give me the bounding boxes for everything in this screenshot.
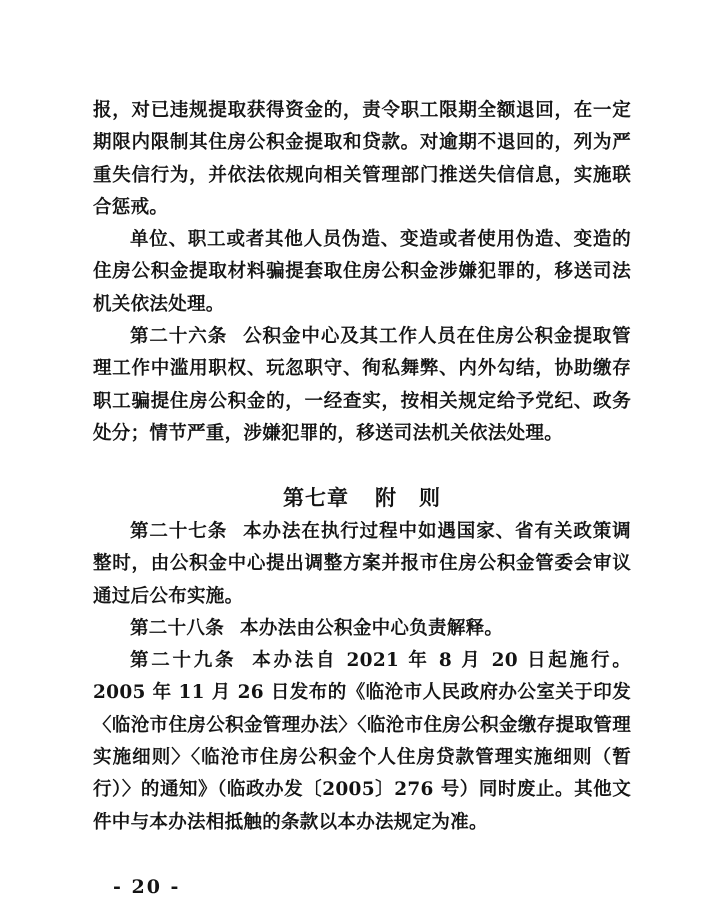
article-27-label: 第二十七条 [130,521,228,542]
page-number: - 20 - [113,876,181,898]
article-28-label: 第二十八条 [130,617,225,639]
article-27 [93,516,631,613]
article-28-text: 本办法由公积金中心负责解释。 [240,617,504,639]
article-29-text: 本办法自 2021 年 8 月 20 日起施行。2005 年 11 月 26 日发布的《临沧市人民政府办公室关于印发〈临沧市住房公积金管理办法〉〈临沧市住房公积金缴存提取管理实施细则〉〈临沧市住房公积金个人住房贷款管理实施细则（暂行）〉的通知》（临政办发〔2005〕276 号）同时废止。其他文件中与本办法相抵触的条款以本办法规定为准。 [93,650,631,833]
article-26 [93,321,631,450]
article-26-text: 公积金中心及其工作人员在住房公积金提取管理工作中滥用职权、玩忽职守、徇私舞弊、内外勾结，协助缴存职工骗提住房公积金的，一经查实，按相关规定给予党纪、政务处分；情节严重，涉嫌犯罪的，移送司法机关依法处理。 [93,326,631,444]
article-28 [93,613,631,645]
article-26-label: 第二十六条 [130,326,228,348]
body-text-upper [93,95,631,450]
body-text-lower [93,516,631,839]
paragraph-continued: 报，对已违规提取获得资金的，责令职工限期全额退回，在一定期限内限制其住房公积金提取和贷款。对逾期不退回的，列为严重失信行为，并依法依规向相关管理部门推送失信信息，实施联合惩戒。 [93,100,631,218]
article-29-label: 第二十九条 [130,650,237,672]
article-29 [93,645,631,839]
chapter-number: 第七章 [283,485,349,510]
article-27-text: 本办法在执行过程中如遇国家、省有关政策调整时，由公积金中心提出调整方案并报市住房公积金管委会审议通过后公布实施。 [93,521,631,607]
paragraph-fraud-criminal: 单位、职工或者其他人员伪造、变造或者使用伪造、变造的住房公积金提取材料骗提套取住房公积金涉嫌犯罪的，移送司法机关依法处理。 [93,229,631,315]
chapter-heading [93,480,631,516]
chapter-name: 附 则 [375,485,441,510]
